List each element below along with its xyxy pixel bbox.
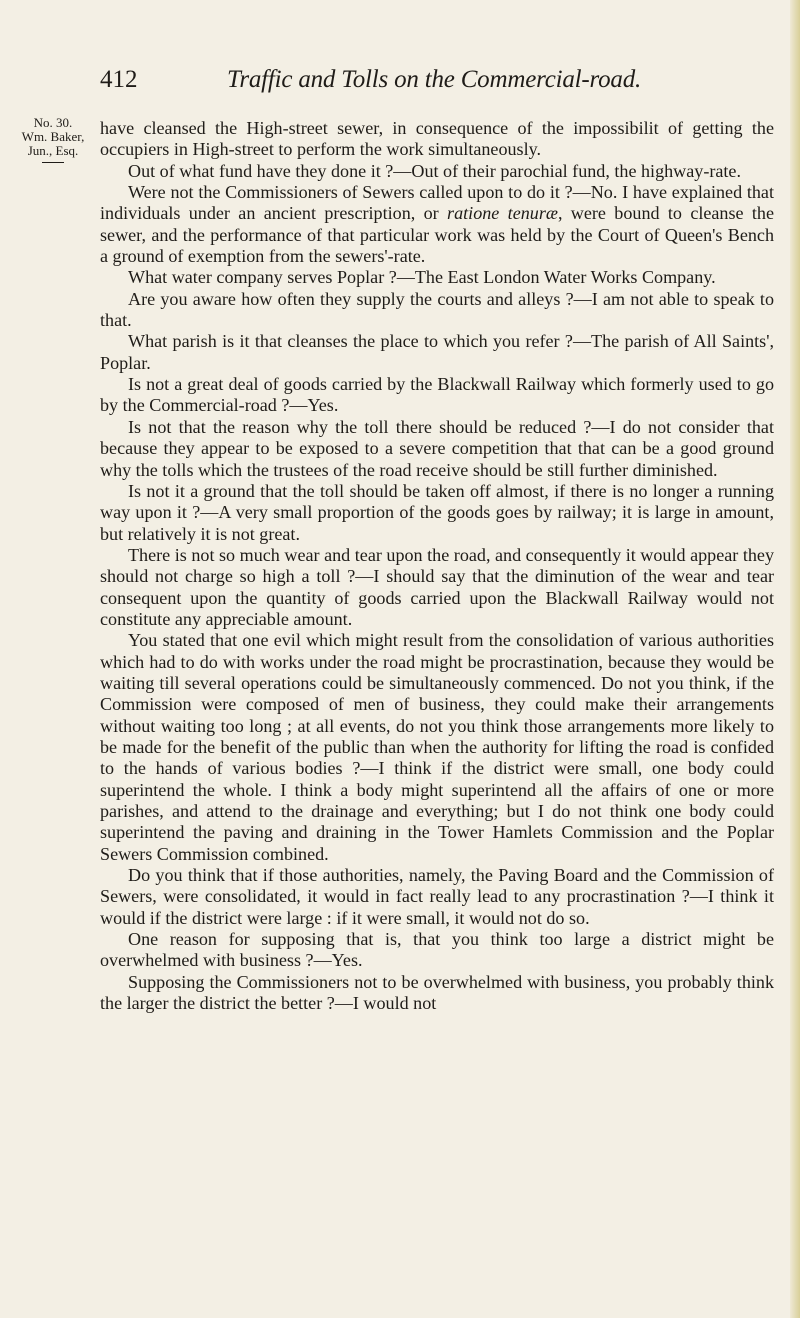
paragraph: Is not it a ground that the toll should be taken off almost, if there is no longer a running way upon it ?—A very small proportion of the goods goes by railway; it is large in amount, but relatively it is not great.	[100, 480, 774, 544]
running-head: Traffic and Tolls on the Commercial-road.	[227, 66, 642, 93]
paragraph: What parish is it that cleanses the place to which you refer ?—The parish of All Saints', Poplar.	[100, 331, 774, 373]
paragraph: You stated that one evil which might result from the consolidation of various authorities which had to do with works under the road might be procrastination, because they would be waiting till several operations could be simultaneously commenced. Do not you think, if the Commission were composed of men of business, they could make their arrangements without waiting too long ; at all events, do not you think those arrangements more likely to be made for the benefit of the public than when the authority for lifting the road is confided to the hands of various bodies ?—I think if the district were small, one body could superintend the whole. I think a body might superintend all the affairs of one or more parishes, and attend to the drainage and everything; but I do not think one body could superintend the paving and draining in the Tower Hamlets Commission and the Poplar Sewers Commission combined.	[100, 630, 774, 864]
paragraph: Out of what fund have they done it ?—Out of their parochial fund, the highway-rate.	[128, 160, 741, 181]
paragraph: Were not the Commissioners of Sewers called upon to do it ?—No. I have explained that individuals under an ancient prescription, or ratione tenuræ, were bound to cleanse the sewer, and the performance of that particular work was held by the Court of Queen's Bench a ground of exemption from the sewers'-rate.	[100, 182, 775, 267]
paragraph: One reason for supposing that is, that you think too large a district might be overwhelmed with business ?—Yes.	[100, 929, 774, 971]
paragraph: Are you aware how often they supply the courts and alleys ?—I am not able to speak to that.	[100, 288, 774, 331]
witness-number: No. 30.	[33, 115, 73, 130]
witness-name: Wm. Baker,	[21, 129, 85, 144]
paragraph: Is not a great deal of goods carried by the Blackwall Railway which formerly used to go by the Commercial-road ?—Yes.	[100, 374, 774, 416]
paragraph: What water company serves Poplar ?—The East London Water Works Company.	[128, 267, 716, 288]
margin-note	[16, 116, 90, 163]
margin-rule	[42, 162, 64, 163]
paragraph: Is not that the reason why the toll there should be reduced ?—I do not consider that because they appear to be exposed to a severe competition that that can be a good ground why the tolls which the trustees of the road receive should be still further diminished.	[100, 416, 774, 480]
witness-title: Jun., Esq.	[27, 143, 79, 158]
paragraph: Supposing the Commissioners not to be overwhelmed with business, you probably think the larger the district the better ?—I would not	[100, 971, 774, 1014]
paragraph: There is not so much wear and tear upon the road, and consequently it would appear they should not charge so high a toll ?—I should say that the diminution of the wear and tear consequent upon the quantity of goods carried upon the Blackwall Railway would not constitute any appreciable amount.	[100, 544, 774, 629]
latin-phrase: ratione tenuræ	[447, 203, 558, 224]
page-number: 412	[100, 66, 138, 93]
page-edge	[790, 0, 800, 1318]
body-text	[100, 118, 774, 1014]
paragraph: Do you think that if those authorities, namely, the Paving Board and the Commission of Sewers, were consolidated, it would in fact really lead to any procrastination ?—I think it would if the district were large : if it were small, it would not do so.	[100, 865, 774, 928]
page-header	[0, 64, 800, 106]
paragraph: have cleansed the High-street sewer, in consequence of the impossibilit of getting the occupiers in High-street to perform the work simultaneously.	[100, 118, 774, 160]
